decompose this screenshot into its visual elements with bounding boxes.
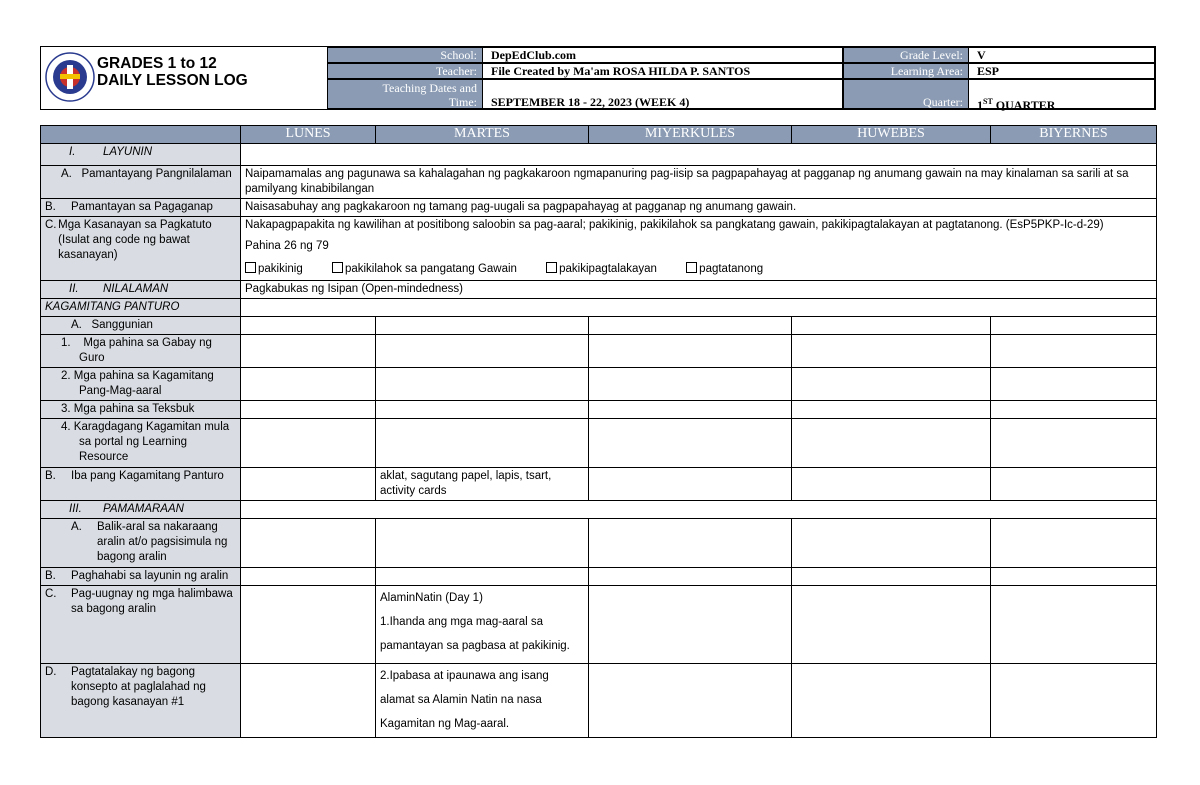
header-title-block [41,47,327,109]
section-layunin: I. LAYUNIN [41,144,241,166]
kasanayan-content: Nakapagpapakita ng kawilihan at positibong saloobin sa pag-aaral; pakikinig, pakikilahok sa pangkatang gawain, pakikipagtalakayan at pagtatanong. (EsP5PKP-Ic-d-29) Pahina 26 ng 79 pakikinig pakikilahok sa pangatang Gawain pakikipagtalakayan pagtatanong [241,217,1157,281]
log-title: GRADES 1 to 12 DAILY LESSON LOG [97,55,248,89]
table-row [41,468,1157,501]
day-header-row [41,126,1157,144]
empty-cell [241,299,1157,317]
school-value: DepEdClub.com [482,47,843,63]
day-miyerkules: MIYERKULES [589,126,792,144]
table-row [41,664,1157,738]
label-sanggunian: A. Sanggunian [41,317,241,335]
table-row [41,401,1157,419]
day-martes: MARTES [376,126,589,144]
label-iba-pang-kagamitan: B. Iba pang Kagamitang Panturo [41,468,241,501]
label-teksbuk: 3. Mga pahina sa Teksbuk [41,401,241,419]
label-paghahabi: B. Paghahabi sa layunin ng aralin [41,568,241,586]
table-row [41,368,1157,401]
table-row [41,317,1157,335]
checkbox-icon [546,262,557,273]
school-label: School: [327,47,483,63]
day-lunes: LUNES [241,126,376,144]
label-kasanayan: C. Mga Kasanayan sa Pagkatuto (Isulat ang code ng bawat kasanayan) [41,217,241,281]
label-pag-uugnay: C. Pag-uugnay ng mga halimbawa sa bagong aralin [41,586,241,664]
checkbox-icon [245,262,256,273]
quarter-value: 1ST QUARTER [968,79,1155,109]
table-row [41,419,1157,468]
quarter-label: Quarter: [843,79,969,109]
grade-value: V [968,47,1155,63]
checkbox-icon [332,262,343,273]
checkbox-icon [686,262,697,273]
teacher-label: Teacher: [327,63,483,79]
table-row [41,568,1157,586]
iba-martes: aklat, sagutang papel, lapis, tsart, activity cards [376,468,589,501]
section-kagamitan: KAGAMITANG PANTURO [41,299,241,317]
table-row [41,217,1157,281]
table-row [41,281,1157,299]
mark-item: pakikinig [245,263,303,275]
label-balik-aral: A. Balik-aral sa nakaraang aralin at/o pagsisimula ng bagong aralin [41,519,241,568]
table-row [41,166,1157,199]
table-row [41,519,1157,568]
label-karagdagang-kagamitan: 4. Karagdagang Kagamitan mula sa portal ng Learning Resource [41,419,241,468]
empty-cell [241,501,1157,519]
nilalaman-content: Pagkabukas ng Isipan (Open-mindedness) [241,281,1157,299]
lesson-table [40,125,1157,738]
section-nilalaman: II. NILALAMAN [41,281,241,299]
label-pamantayang-pangnilalaman: A. Pamantayang Pangnilalaman [41,166,241,199]
table-row [41,586,1157,664]
pag-uugnay-martes: AlaminNatin (Day 1) 1.Ihanda ang mga mag-aaral sa pamantayan sa pagbasa at pakikinig. [376,586,589,664]
grade-label: Grade Level: [843,47,969,63]
paganap-content: Naisasabuhay ang pagkakaroon ng tamang pag-uugali sa pagpapahayag at pagganap ng anumang gawain. [241,199,1157,217]
corner-cell [41,126,241,144]
lesson-log-header [40,46,1156,110]
teacher-value: File Created by Ma'am ROSA HILDA P. SANTOS [482,63,843,79]
area-label: Learning Area: [843,63,969,79]
mark-item: pakikilahok sa pangatang Gawain [332,263,517,275]
mark-item: pagtatanong [686,263,763,275]
mark-item: pakikipagtalakayan [546,263,657,275]
section-pamamaraan: III. PAMAMARAAN [41,501,241,519]
table-row [41,144,1157,166]
skill-marks [245,262,1152,277]
label-pagtatalakay: D. Pagtatalakay ng bagong konsepto at paglalahad ng bagong kasanayan #1 [41,664,241,738]
dates-label: Teaching Dates and Time: [327,79,483,109]
day-huwebes: HUWEBES [792,126,991,144]
table-row [41,335,1157,368]
pamantayang-content: Naipamamalas ang pagunawa sa kahalagahan ng pagkakaroon ngmapanuring pag-iisip sa pagpapahayag at pagganap ng anumang gawain na may kinalaman sa sarili at sa pamilyang kinabibilangan [241,166,1157,199]
label-kagamitang-pang-mag-aaral: 2. Mga pahina sa Kagamitang Pang-Mag-aaral [41,368,241,401]
table-row [41,299,1157,317]
dates-value: SEPTEMBER 18 - 22, 2023 (WEEK 4) [482,79,843,109]
area-value: ESP [968,63,1155,79]
label-gabay-guro: 1. Mga pahina sa Gabay ng Guro [41,335,241,368]
empty-cell [241,144,1157,166]
table-row [41,199,1157,217]
deped-seal-icon [45,52,95,102]
day-biyernes: BIYERNES [991,126,1157,144]
table-row [41,501,1157,519]
pagtatalakay-martes: 2.Ipabasa at ipaunawa ang isang alamat sa Alamin Natin na nasa Kagamitan ng Mag-aaral. [376,664,589,738]
label-pamantayan-pagaganap: B. Pamantayan sa Pagaganap [41,199,241,217]
